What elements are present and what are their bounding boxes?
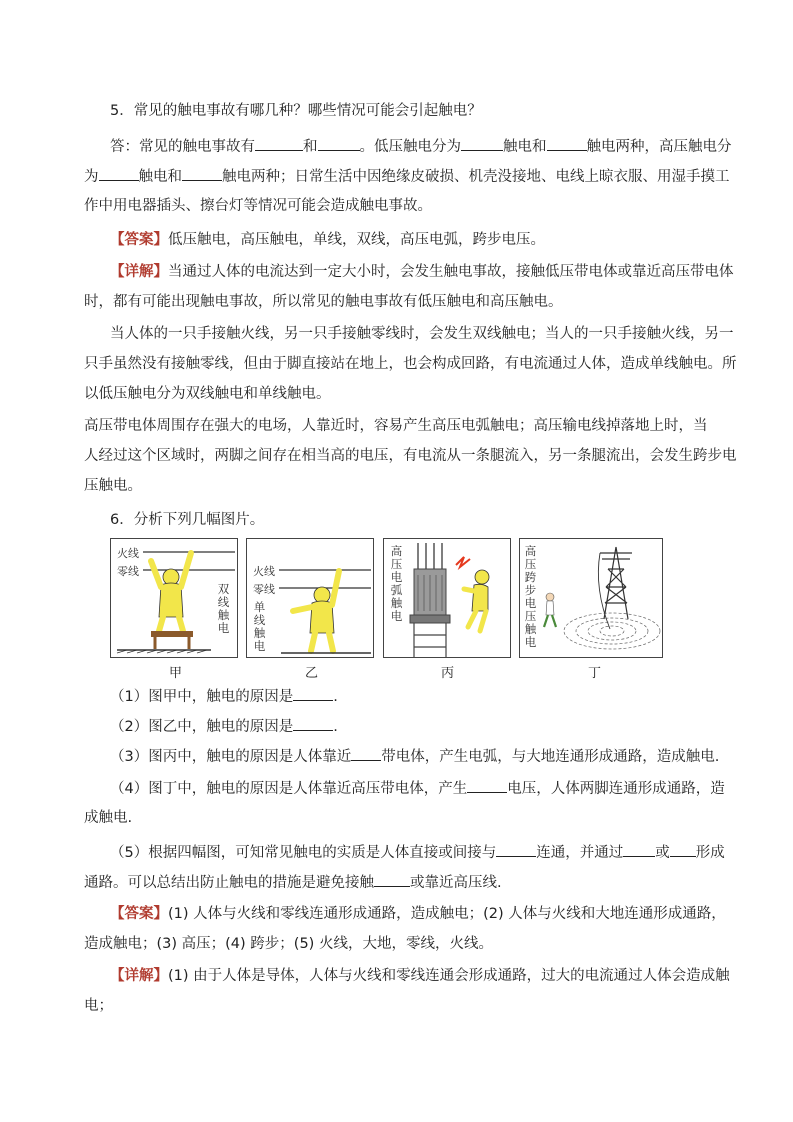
q6-key-l2: 造成触电；(3) 高压；(4) 跨步；(5) 火线，大地，零线，火线。: [84, 936, 493, 952]
q6-title: 6．分析下列几幅图片。: [110, 512, 265, 528]
figure-yi: [246, 538, 374, 658]
text: (1) 由于人体是导体，人体与火线和零线连通会形成通路，过大的电流通过人体会造成触: [168, 968, 730, 984]
q6-sub-4-cont: 成触电.: [84, 810, 133, 826]
blank: [99, 166, 139, 181]
q5-key: [110, 230, 545, 250]
figure-caption: 高压跨步电压触电: [524, 544, 537, 649]
wire-label-live: 火线: [253, 565, 275, 578]
figure-caption: 单线触电: [253, 600, 266, 653]
text: （1）图甲中，触电的原因是: [110, 689, 294, 705]
q5-detail-p2-l3: 以低压触电分为双线触电和单线触电。: [84, 386, 331, 402]
figure-label-bing: 丙: [441, 666, 455, 681]
text: （5）根据四幅图，可知常见触电的实质是人体直接或间接与: [110, 845, 497, 861]
wire-label-neutral: 零线: [117, 565, 139, 578]
q6-detail-l2: 电；: [84, 998, 113, 1014]
q5-detail-p3-l2: 人经过这个区域时，两脚之间存在相当高的电压，有电流从一条腿流入，另一条腿流出，会发生跨步电: [84, 448, 737, 464]
blank: [255, 136, 303, 151]
text: （4）图丁中，触电的原因是人体靠近高压带电体，产生: [110, 781, 468, 797]
q5-detail-p1-l1: [110, 262, 734, 282]
figure-bing: [383, 538, 511, 658]
q5-detail-p1-l2: 时，都有可能出现触电事故，所以常见的触电事故有低压触电和高压触电。: [84, 294, 563, 310]
detail-tag: 【详解】: [110, 264, 168, 280]
blank: [374, 872, 410, 887]
blank: [461, 136, 503, 151]
q5-answer-line-3: 作中用电器插头、擦台灯等情况可能会造成触电事故。: [84, 198, 432, 214]
q5-detail-p3-l3: 压触电。: [84, 478, 142, 494]
blank: [496, 842, 536, 857]
q6-sub-5-cont: [84, 872, 502, 893]
figure-jia: [110, 538, 238, 658]
text: 触电和: [503, 139, 547, 155]
text: 形成: [695, 845, 725, 861]
figure-caption: 高压电弧触电: [390, 544, 403, 623]
figure-label-yi: 乙: [305, 666, 319, 681]
figure-label-jia: 甲: [169, 666, 183, 681]
step-voltage-illustration: [520, 539, 663, 658]
blank: [293, 686, 333, 701]
text: 答：常见的触电事故有: [110, 139, 255, 155]
text: 触电两种；日常生活中因绝缘皮破损、机壳没接地、电线上晾衣服、用湿手摸工: [222, 169, 730, 185]
blank: [467, 778, 507, 793]
q6-sub-2: [110, 716, 338, 737]
detail-tag: 【详解】: [110, 968, 168, 984]
blank: [293, 716, 333, 731]
figure-caption: 双线触电: [217, 582, 230, 635]
text: (1) 人体与火线和零线连通形成通路，造成触电；(2) 人体与火线和大地连通形成通路，: [168, 906, 726, 922]
text: 当通过人体的电流达到一定大小时，会发生触电事故，接触低压带电体或靠近高压带电体: [168, 264, 734, 280]
answer-tag: 【答案】: [110, 232, 168, 248]
text: 带电体，产生电弧，与大地连通形成通路，造成触电.: [381, 749, 720, 765]
text: .: [333, 719, 338, 735]
q5-title: 5．常见的触电事故有哪几种？哪些情况可能会引起触电？: [110, 103, 482, 119]
blank: [182, 166, 222, 181]
blank: [351, 746, 381, 761]
single-wire-shock-illustration: [247, 539, 374, 658]
q6-sub-4: [110, 778, 725, 799]
text: 电压，人体两脚连通形成通路，造: [507, 781, 725, 797]
blank: [318, 136, 360, 151]
q6-sub-5: [110, 842, 725, 863]
text: 触电两种，高压触电分: [586, 139, 732, 155]
text: .: [333, 689, 338, 705]
q6-detail-l1: [110, 966, 730, 986]
high-voltage-arc-illustration: [384, 539, 511, 658]
q6-key-l1: [110, 904, 726, 924]
q5-detail-p3-l1: 高压带电体周围存在强大的电场，人靠近时，容易产生高压电弧触电；高压输电线掉落地上时，当: [84, 418, 708, 434]
text: 通路。可以总结出防止触电的措施是避免接触: [84, 875, 374, 891]
blank: [623, 842, 655, 857]
text: 和: [303, 139, 318, 155]
text: 或靠近高压线.: [410, 875, 502, 891]
figure-label-ding: 丁: [588, 666, 602, 681]
text: （3）图丙中，触电的原因是人体靠近: [110, 749, 352, 765]
text: 连通，并通过: [536, 845, 624, 861]
answer-text: 低压触电，高压触电，单线，双线，高压电弧，跨步电压。: [168, 232, 545, 248]
q5-detail-p2-l1: 当人体的一只手接触火线，另一只手接触零线时，会发生双线触电；当人的一只手接触火线，另一: [110, 326, 734, 342]
figure-ding: [519, 538, 663, 658]
wire-label-neutral: 零线: [253, 583, 275, 596]
q5-answer-line-1: [110, 136, 732, 157]
wire-label-live: 火线: [117, 547, 139, 560]
text: 。低压触电分为: [359, 139, 461, 155]
q6-sub-3: [110, 746, 719, 767]
blank: [670, 842, 696, 857]
text: 或: [655, 845, 670, 861]
answer-tag: 【答案】: [110, 906, 168, 922]
blank: [547, 136, 587, 151]
text: 为: [84, 169, 99, 185]
text: 触电和: [138, 169, 182, 185]
q6-sub-1: [110, 686, 338, 707]
q5-detail-p2-l2: 只手虽然没有接触零线，但由于脚直接站在地上，也会构成回路，有电流通过人体，造成单线触电。所: [84, 356, 737, 372]
q5-answer-line-2: [84, 166, 730, 187]
text: （2）图乙中，触电的原因是: [110, 719, 294, 735]
